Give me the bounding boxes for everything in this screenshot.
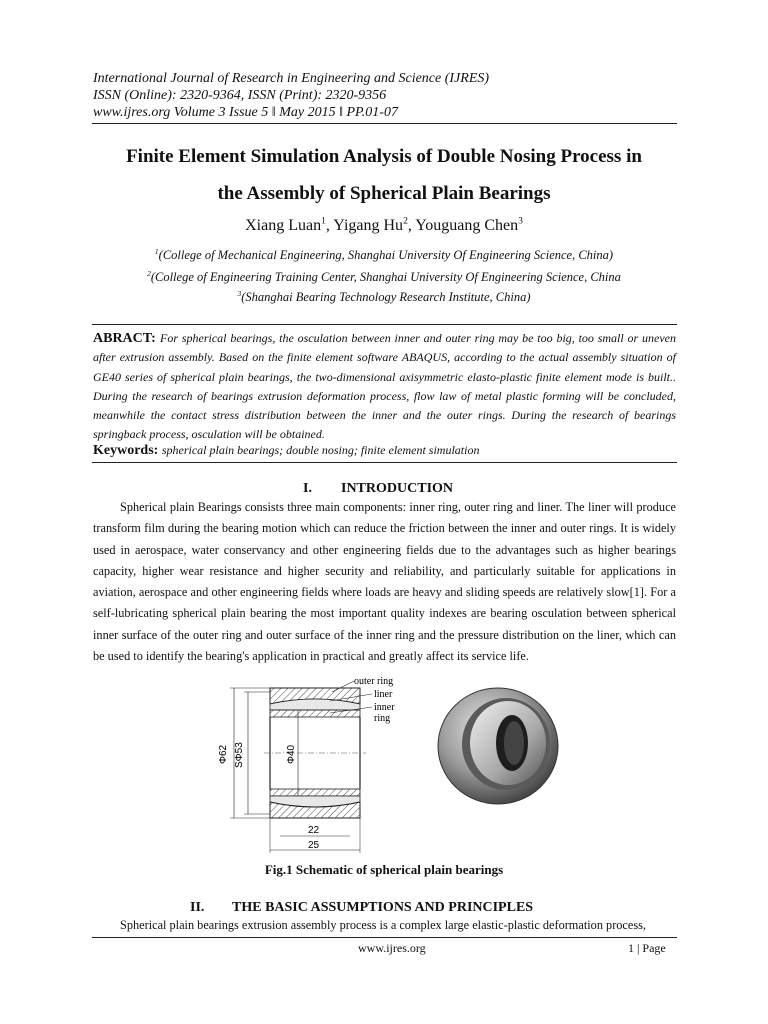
- inner-ring-section-top: [270, 710, 360, 717]
- dim-25-label: 25: [308, 840, 320, 851]
- label-inner: inner: [374, 702, 395, 713]
- section-1-body: Spherical plain Bearings consists three main components: inner ring, outer ring and liner. The liner will produce transform film during the bearing motion which can reduce the friction between the inner and outer rings. It is widely used in aerospace, water conservancy and other engineering fields due to the advantages such as higher bearings capacity, higher wear resistance and higher security and reliability, and particularly suitable for applications in aviation, aerospace and other engineering fields where loads are heavy and sliding speeds are relatively slow[1]. For a self-lubricating spherical plain bearing the most important quality indexes are bearing osculation between spherical inner surface of the outer ring and outer surface of the inner ring and the pressure distribution on the liner, which can be used to identify the bearing's application in practical and greatly affect its service life.: [93, 500, 676, 664]
- author-list: Xiang Luan$^1$, Yigang Hu$^2$, Youguang Chen$^3$: [245, 215, 523, 234]
- dim-s53-label: SΦ53: [234, 742, 245, 768]
- keywords: Keywords: spherical plain bearings; double nosing; finite element simulation: [93, 443, 480, 458]
- figure-caption: Fig.1 Schematic of spherical plain bearings: [264, 862, 504, 877]
- label-ring: ring: [374, 713, 391, 724]
- affiliation-1: $^1$(College of Mechanical Engineering, Shanghai University Of Engineering Science, China): [154, 246, 614, 262]
- footer-site: www.ijres.org: [358, 941, 426, 955]
- bearing-photo: [424, 680, 562, 812]
- abstract-text: For spherical bearings, the osculation between inner and outer ring may be too big, too small or uneven after extrusion assembly. Based on the finite element software ABAQUS, according to the actual assembly situation of GE40 series of spherical plain bearings, the two-dimensional axisymmetric elasto-plastic finite element mode is built.. During the research of bearings extrusion deformation process, flow law of metal plastic forming will be concluded, meanwhile the contact stress distribution between the inner and the outer rings. During the research of bearings springback process, osculation will be obtained.: [93, 331, 676, 442]
- label-liner: liner: [374, 689, 393, 700]
- journal-volume: www.ijres.org Volume 3 Issue 5 ǁ May 2015 ǁ PP.01-07: [93, 105, 398, 120]
- section-1-number: I.: [303, 481, 312, 496]
- affiliation-2: $^2$(College of Engineering Training Center, Shanghai University Of Engineering Science, China: [147, 268, 621, 284]
- footer-page-number: 1 | Page: [628, 941, 666, 955]
- label-outer-ring: outer ring: [354, 676, 394, 687]
- section-2-body: Spherical plain bearings extrusion assembly process is a complex large elastic-plastic deformation process,: [120, 918, 646, 932]
- section-2-title: THE BASIC ASSUMPTIONS AND PRINCIPLES: [232, 900, 534, 915]
- dim-62-label: Φ62: [218, 744, 229, 764]
- author-name: Youguang Chen: [415, 217, 519, 234]
- bearing-schematic-figure: [212, 672, 404, 854]
- section-2-number: II.: [190, 900, 205, 915]
- author-name: Xiang Luan: [245, 217, 322, 234]
- affiliation-sup: 1: [154, 246, 159, 256]
- keywords-label: Keywords: [93, 443, 154, 458]
- author-name: Yigang Hu: [333, 217, 404, 234]
- affiliation-sup: 3: [237, 288, 242, 298]
- abstract-bottom-rule: [92, 462, 677, 463]
- paper-title-line-1: Finite Element Simulation Analysis of Double Nosing Process in: [126, 146, 642, 167]
- author-sup: 2: [403, 215, 408, 227]
- dim-40-label: Φ40: [286, 744, 297, 764]
- bore-inner: [504, 721, 524, 765]
- abstract: ABRACT: For spherical bearings, the osculation between inner and outer ring may be too big, too small or uneven after extrusion assembly. Based on the finite element software ABAQUS, according to the actual assembly situation of GE40 series of spherical plain bearings, the two-dimensional axisymmetric elasto-plastic finite element mode is built.. During the research of bearings extrusion deformation process, flow law of metal plastic forming will be concluded, meanwhile the contact stress distribution between the inner and the outer rings. During the research of bearings springback process, osculation will be obtained.: [93, 331, 676, 442]
- dim-22-label: 22: [308, 825, 320, 836]
- section-1-title: INTRODUCTION: [341, 481, 454, 496]
- header-rule: [92, 123, 677, 124]
- affiliation-sup: 2: [147, 268, 151, 278]
- author-sup: 3: [518, 215, 523, 227]
- journal-name: International Journal of Research in Engineering and Science (IJRES): [93, 71, 490, 86]
- author-sup: 1: [321, 215, 326, 227]
- journal-issn: ISSN (Online): 2320-9364, ISSN (Print): 2320-9356: [93, 88, 387, 103]
- abstract-label: ABRACT: [93, 331, 152, 346]
- keywords-text: spherical plain bearings; double nosing; finite element simulation: [161, 443, 480, 457]
- paper-title-line-2: the Assembly of Spherical Plain Bearings: [217, 183, 551, 204]
- abstract-top-rule: [92, 324, 677, 325]
- affiliation-3: $^3$(Shanghai Bearing Technology Research Institute, China): [237, 288, 531, 304]
- inner-ring-section-bottom: [270, 789, 360, 796]
- footer-rule: [92, 937, 677, 938]
